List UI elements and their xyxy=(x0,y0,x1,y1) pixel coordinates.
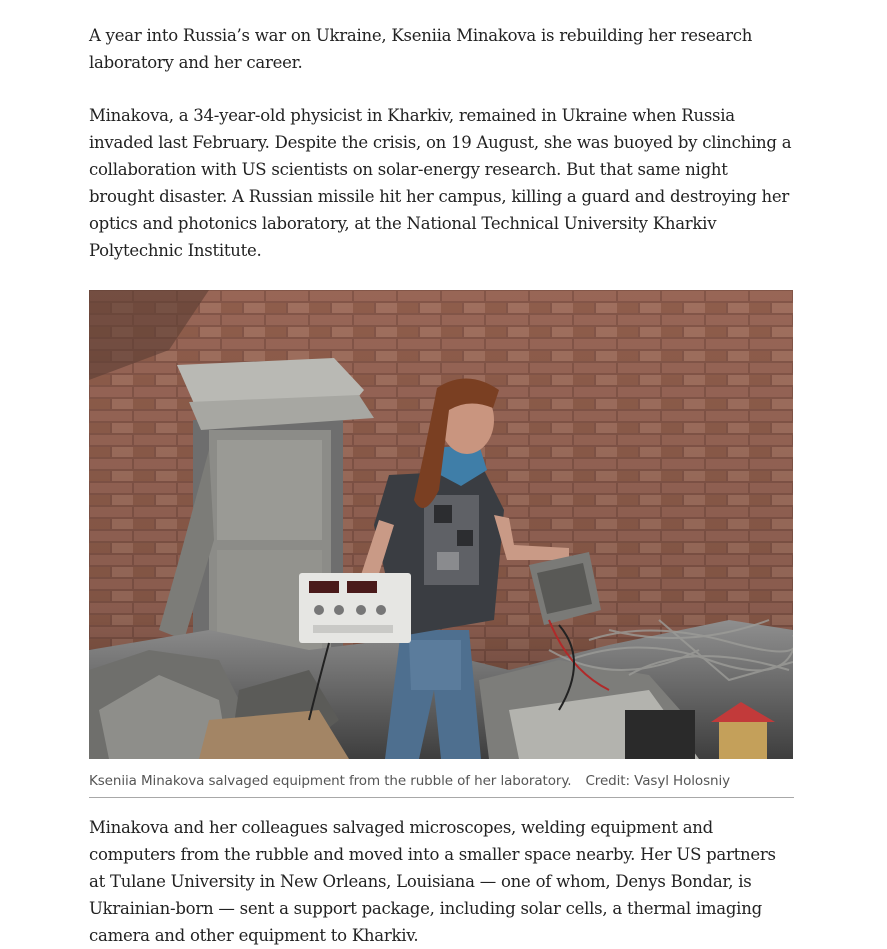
article-paragraph-intro: A year into Russia’s war on Ukraine, Kseniia Minakova is rebuilding her research laboratory and her career. xyxy=(89,26,753,72)
article-figure xyxy=(89,290,794,798)
figure-caption-text: Kseniia Minakova salvaged equipment from the rubble of her laboratory. xyxy=(89,773,572,789)
figure-credit: Credit: Vasyl Holosniy xyxy=(585,773,730,789)
article-body xyxy=(89,22,794,949)
article-paragraph-background: Minakova, a 34-year-old physicist in Kharkiv, remained in Ukraine when Russia invaded last February. Despite the crisis, on 19 August, she was buoyed by clinching a collaboration with US scientists on solar-energy research. But that same night brought disaster. A Russian missile hit her campus, killing a guard and destroying her optics and photonics laboratory, at the National Technical University Kharkiv Polytechnic Institute. xyxy=(89,106,792,260)
figure-caption xyxy=(89,759,794,798)
article-photo[interactable] xyxy=(89,290,793,759)
article-paragraph-salvage: Minakova and her colleagues salvaged microscopes, welding equipment and computers from the rubble and moved into a smaller space nearby. Her US partners at Tulane University in New Orleans, Louisiana — one of whom, Denys Bondar, is Ukrainian-born — sent a support package, including solar cells, a thermal imaging camera and other equipment to Kharkiv. xyxy=(89,818,776,945)
